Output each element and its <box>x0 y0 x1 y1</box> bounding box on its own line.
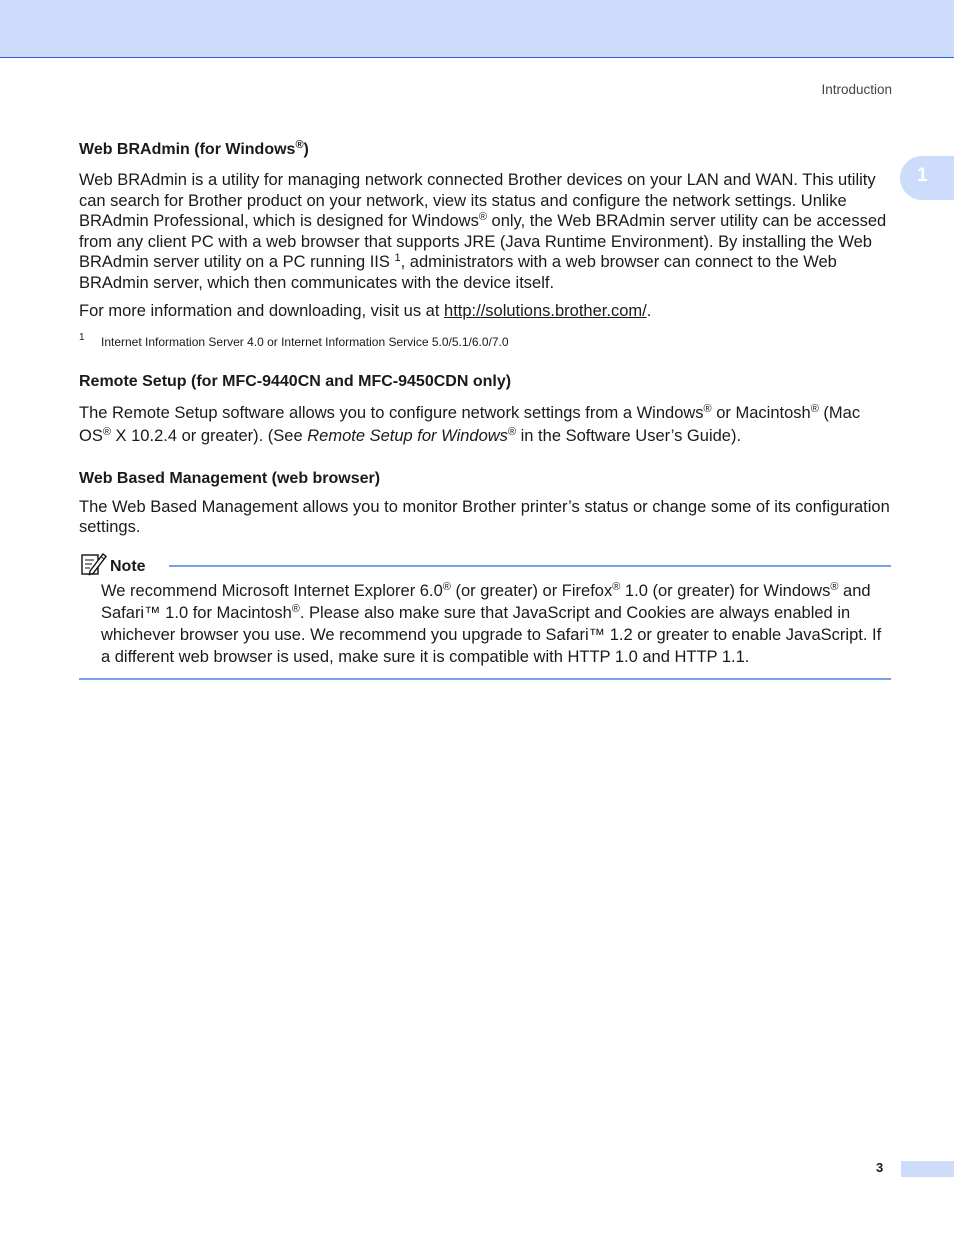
heading-web-based-management: Web Based Management (web browser) <box>79 469 381 487</box>
solutions-link[interactable]: http://solutions.brother.com/ <box>444 302 647 320</box>
note-pencil-icon <box>81 552 107 576</box>
footnote-ref: 1 <box>394 252 401 264</box>
heading-web-bradmin: Web BRAdmin (for Windows®) <box>79 139 309 158</box>
footnote <box>79 331 891 350</box>
page-number-tab <box>901 1161 954 1177</box>
note-bottom-rule <box>79 678 891 680</box>
footnote-text: Internet Information Server 4.0 or Internet Information Service 5.0/5.1/6.0/7.0 <box>101 334 509 349</box>
header-band <box>0 0 954 58</box>
note-top-rule <box>169 565 891 567</box>
note-label: Note <box>110 557 146 575</box>
paragraph-more-info: For more information and downloading, visit us at http://solutions.brother.com/. <box>79 302 652 320</box>
paragraph-web-based-management: The Web Based Management allows you to monitor Brother printer’s status or change some of its configuration settings. <box>79 497 890 536</box>
note-body <box>79 580 891 668</box>
chapter-number: 1 <box>917 165 928 186</box>
note-text: We recommend Microsoft Internet Explorer 6.0® (or greater) or Firefox® 1.0 (or greater) for Windows® and Safari™ 1.0 for Macintosh®. Please also make sure that JavaScript and Cookies are always enabled in whichever browser you use. We recommend you upgrade to Safari™ 1.2 or greater to enable JavaScript. If a different web browser is used, make sure it is compatible with HTTP 1.0 and HTTP 1.1. <box>101 580 882 666</box>
running-head: Introduction <box>821 82 892 97</box>
note-header <box>79 552 891 580</box>
paragraph-remote-setup: The Remote Setup software allows you to configure network settings from a Windows® or Macintosh® (Mac OS® X 10.2.4 or greater). (See Remote Setup for Windows® in the Software User’s Guide). <box>79 402 861 445</box>
footnote-number: 1 <box>79 331 85 343</box>
heading-remote-setup: Remote Setup (for MFC-9440CN and MFC-9450CDN only) <box>79 372 512 390</box>
paragraph-web-bradmin: Web BRAdmin is a utility for managing network connected Brother devices on your LAN and WAN. This utility can search for Brother product on your network, view its status and configure the network settings. Unlike BRAdmin Professional, which is designed for Windows® only, the Web BRAdmin server utility can be accessed from any client PC with a web browser that supports JRE (Java Runtime Environment). By installing the Web BRAdmin server utility on a PC running IIS $^1$, administrators with a web browser can connect to the Web BRAdmin server, which then communicates with the device itself. <box>79 171 887 292</box>
page-content <box>79 140 891 680</box>
note-box <box>79 552 891 680</box>
chapter-tab <box>900 156 954 200</box>
page-number: 3 <box>876 1160 884 1175</box>
